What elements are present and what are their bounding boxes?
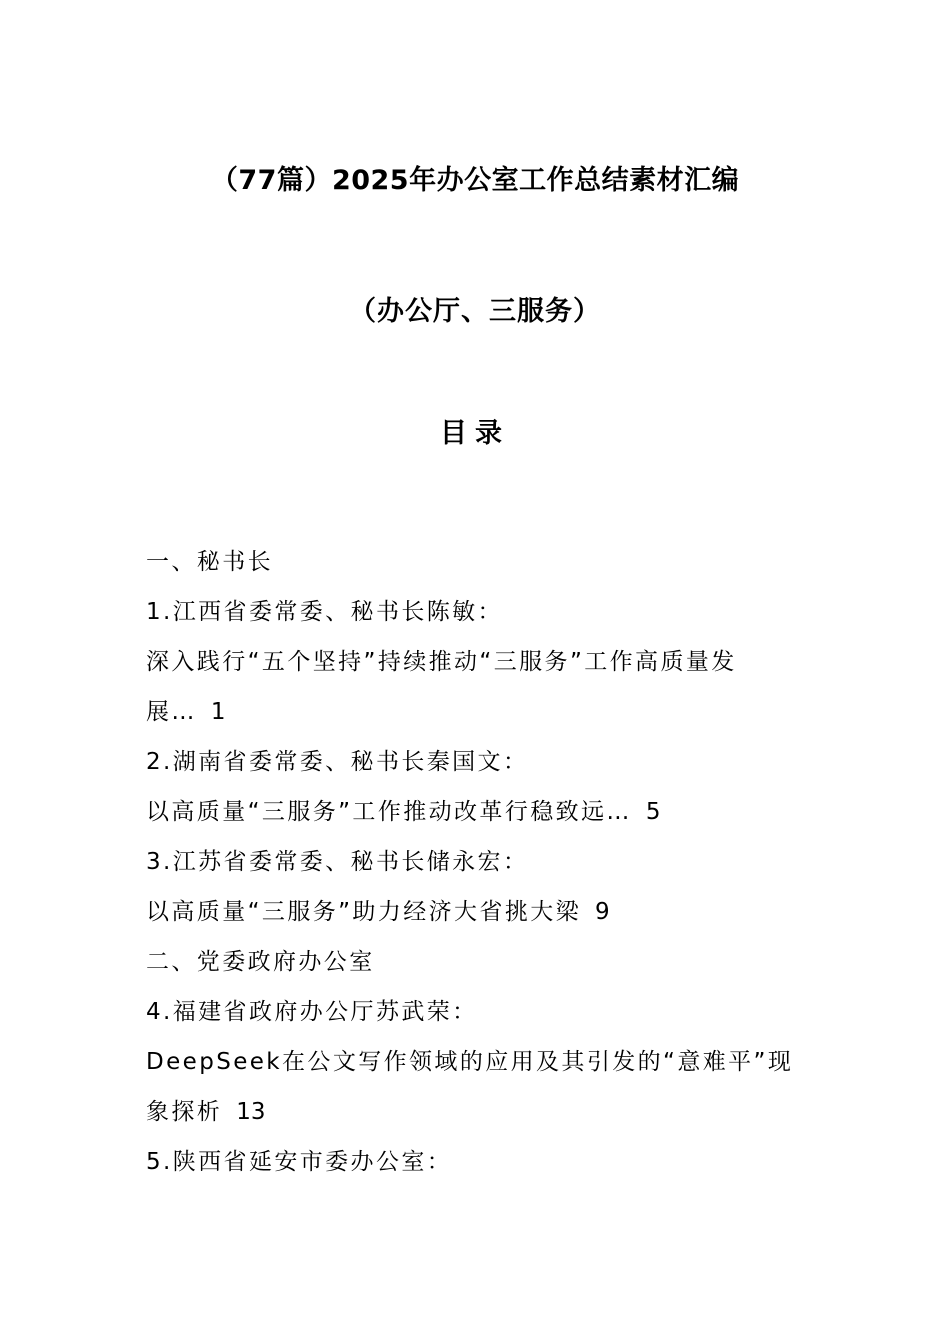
toc-entry-title[interactable]	[146, 1087, 816, 1137]
toc-entry-text: 一、秘书长	[146, 549, 273, 575]
toc-entry-title[interactable]	[146, 887, 816, 937]
toc-entry-text: 展…	[146, 699, 197, 725]
toc-entry-text: 2.湖南省委常委、秘书长秦国文：	[146, 749, 529, 775]
toc-section-heading[interactable]	[146, 537, 816, 587]
toc-entry-text: 4.福建省政府办公厅苏武荣：	[146, 999, 478, 1025]
toc-entry-title[interactable]	[146, 637, 816, 687]
toc-entry-text: 以高质量“三服务”工作推动改革行稳致远…	[146, 799, 632, 825]
toc-entry-text: 二、党委政府办公室	[146, 949, 375, 975]
toc-page-number: 1	[210, 699, 226, 725]
document-subtitle: （办公厅、三服务）	[349, 296, 601, 327]
toc-page-number: 13	[236, 1099, 266, 1125]
document-title: （77篇）2025年办公室工作总结素材汇编	[210, 165, 740, 196]
toc-entry-title[interactable]	[146, 687, 816, 737]
toc-entry-author[interactable]	[146, 587, 816, 637]
toc-entry-author[interactable]	[146, 737, 816, 787]
toc-entry-text: 3.江苏省委常委、秘书长储永宏：	[146, 849, 529, 875]
toc-entry-title[interactable]	[146, 787, 816, 837]
toc-entry-author[interactable]	[146, 1137, 816, 1187]
toc-entry-text: 深入践行“五个坚持”持续推动“三服务”工作高质量发	[146, 649, 737, 675]
toc-entry-text: 1.江西省委常委、秘书长陈敏：	[146, 599, 503, 625]
toc-entry-title[interactable]	[146, 1037, 816, 1087]
toc-section-heading[interactable]	[146, 937, 816, 987]
toc-entry-text: 以高质量“三服务”助力经济大省挑大梁	[146, 899, 582, 925]
toc-page-number: 9	[595, 899, 610, 925]
table-of-contents	[146, 537, 816, 1187]
toc-heading: 目录	[440, 418, 510, 449]
toc-entry-text: DeepSeek在公文写作领域的应用及其引发的“意难平”现	[146, 1049, 794, 1075]
toc-entry-text: 5.陕西省延安市委办公室：	[146, 1149, 453, 1175]
toc-entry-author[interactable]	[146, 837, 816, 887]
toc-page-number: 5	[645, 799, 661, 825]
toc-entry-author[interactable]	[146, 987, 816, 1037]
toc-entry-text: 象探析	[146, 1099, 223, 1125]
